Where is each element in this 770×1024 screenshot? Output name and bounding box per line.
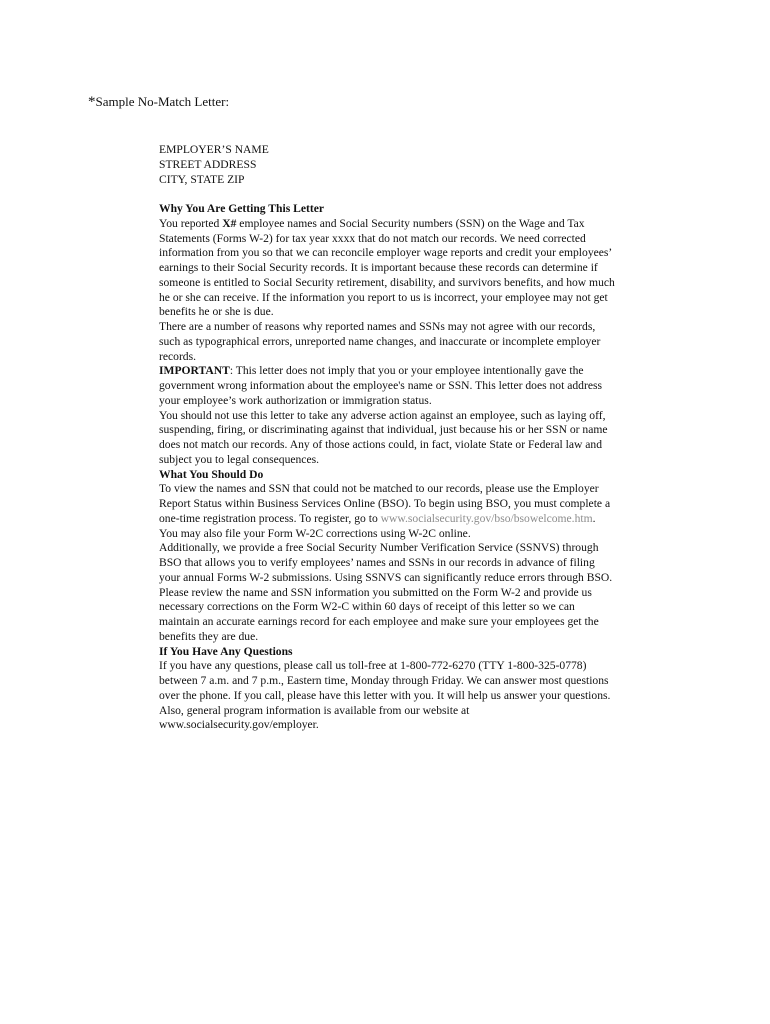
- paragraph-line: [159, 364, 659, 379]
- paragraph-line: Additionally, we provide a free Social Security Number Verification Service (SSNVS) through: [159, 541, 599, 555]
- paragraph-line: over the phone. If you call, please have this letter with you. It will help us answer your questions.: [159, 688, 611, 702]
- bso-welcome-link[interactable]: www.socialsecurity.gov/bso/bsowelcome.htm: [380, 511, 593, 525]
- paragraph-line: records.: [159, 349, 197, 363]
- paragraph-line: subject you to legal consequences.: [159, 452, 320, 466]
- section-todo: [159, 468, 659, 645]
- paragraph-line: benefits they are due.: [159, 629, 259, 643]
- count-placeholder: X#: [222, 216, 237, 230]
- text-run: : This letter does not imply that you or your employee intentionally gave the: [229, 364, 584, 378]
- letter-body: [159, 143, 659, 733]
- paragraph-line: [159, 217, 659, 232]
- paragraph-line: Statements (Forms W-2) for tax year xxxx that do not match our records. We need corrected: [159, 231, 586, 245]
- employer-name: EMPLOYER’S NAME: [159, 143, 269, 156]
- paragraph-line: You may also file your Form W-2C corrections using W-2C online.: [159, 526, 471, 540]
- section-why: [159, 202, 659, 468]
- paragraph-line: your annual Forms W-2 submissions. Using SSNVS can significantly reduce errors through BSO.: [159, 570, 613, 584]
- address-block: [159, 143, 659, 187]
- paragraph-line: Please review the name and SSN information you submitted on the Form W-2 and provide us: [159, 585, 592, 599]
- paragraph-line: such as typographical errors, unreported name changes, and inaccurate or incomplete employer: [159, 334, 601, 348]
- city-state-zip: CITY, STATE ZIP: [159, 172, 245, 186]
- paragraph-line: someone is entitled to Social Security retirement, disability, and survivors benefits, and how much: [159, 275, 615, 289]
- paragraph-line: Report Status within Business Services Online (BSO). To begin using BSO, you must complete a: [159, 497, 611, 510]
- paragraph-line: suspending, firing, or discriminating against that individual, just because his or her SSN or name: [159, 423, 608, 437]
- paragraph-line: There are a number of reasons why reported names and SSNs may not agree with our records,: [159, 320, 596, 333]
- paragraph-line: To view the names and SSN that could not be matched to our records, please use the Employer: [159, 482, 599, 496]
- paragraph-line: does not match our records. Any of those actions could, in fact, violate State or Federal law and: [159, 438, 603, 451]
- paragraph-line: between 7 a.m. and 7 p.m., Eastern time, Monday through Friday. We can answer most questions: [159, 674, 609, 687]
- text-run: You reported: [159, 216, 223, 230]
- page-heading: [88, 94, 229, 110]
- section-title-questions: If You Have Any Questions: [159, 644, 293, 658]
- paragraph-line: benefits he or she is due.: [159, 305, 274, 319]
- heading-text: Sample No-Match Letter:: [95, 94, 230, 109]
- paragraph-line: government wrong information about the employee's name or SSN. This letter does not address: [159, 379, 602, 392]
- paragraph-line: [159, 512, 659, 527]
- paragraph-line: he or she can receive. If the information you report to us is incorrect, your employee may not get: [159, 290, 608, 304]
- paragraph-line: BSO that allows you to verify employees’ names and SSNs in our records in advance of filing: [159, 556, 595, 569]
- section-questions: [159, 645, 659, 734]
- paragraph-line: maintain an accurate earnings record for each employee and make sure your employees get the: [159, 615, 599, 628]
- asterisk: *: [88, 94, 96, 110]
- paragraph-line: information from you so that we can reconcile employer wage reports and credit your employees’: [159, 246, 613, 260]
- text-run: one-time registration process. To register, go to: [159, 511, 381, 525]
- section-title-why: Why You Are Getting This Letter: [159, 202, 324, 215]
- spacer: [159, 187, 659, 202]
- paragraph-line: necessary corrections on the Form W2-C within 60 days of receipt of this letter so we can: [159, 600, 575, 614]
- paragraph-line: If you have any questions, please call us toll-free at 1-800-772-6270 (TTY 1-800-325-0778): [159, 659, 587, 673]
- paragraph-line: Also, general program information is available from our website at: [159, 703, 470, 717]
- paragraph-line: You should not use this letter to take any adverse action against an employee, such as laying off,: [159, 408, 606, 422]
- street-address: STREET ADDRESS: [159, 157, 257, 171]
- paragraph-line: your employee’s work authorization or immigration status.: [159, 393, 432, 407]
- section-title-todo: What You Should Do: [159, 467, 264, 481]
- important-label: IMPORTANT: [159, 364, 230, 378]
- paragraph-line: earnings to their Social Security records. It is important because these records can determine if: [159, 261, 598, 274]
- text-run: employee names and Social Security numbers (SSN) on the Wage and Tax: [236, 216, 585, 230]
- employer-website-url: www.socialsecurity.gov/employer.: [159, 718, 319, 732]
- text-run: .: [592, 511, 596, 525]
